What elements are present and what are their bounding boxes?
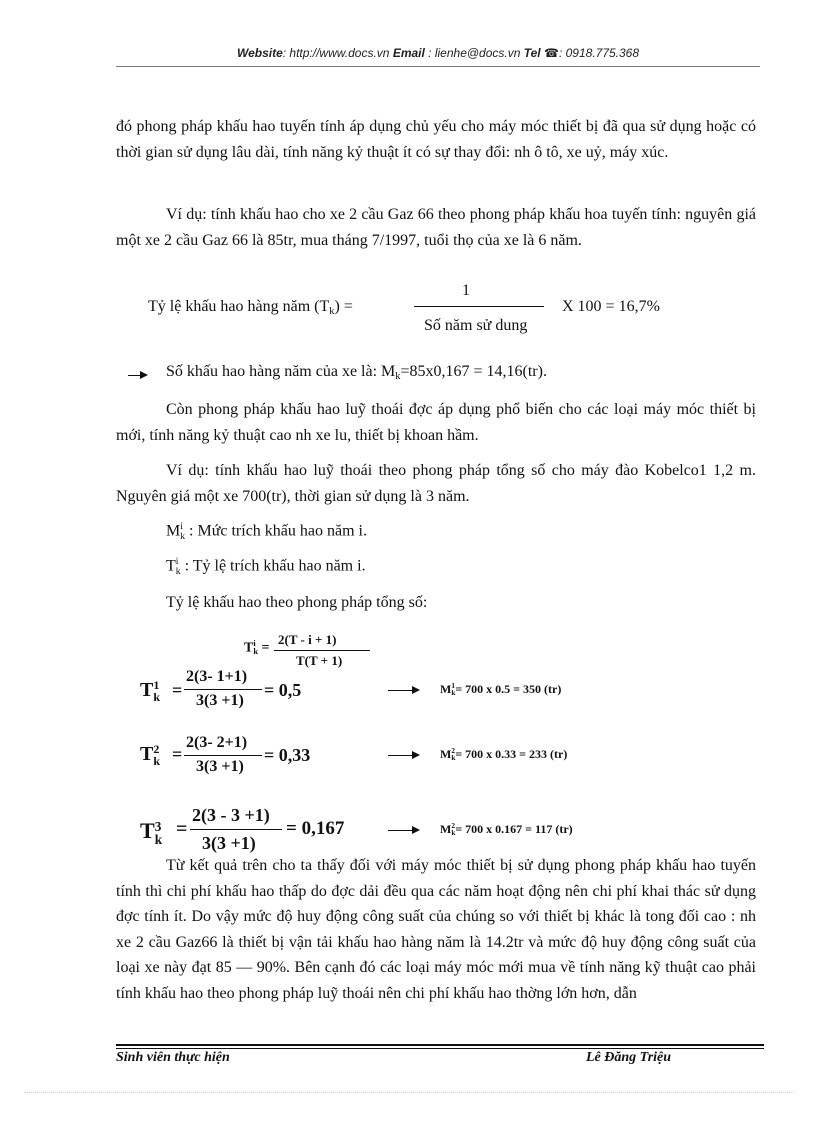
eq1-result: = 0,5 xyxy=(264,680,302,700)
general-formula-symbol: T i k = xyxy=(244,639,270,657)
paragraph-1: đó phong pháp khấu hao tuyến tính áp dụng chủ yếu cho máy móc thiết bị đã qua sử dụng hoặc có thời gian sử dụng lâu dài, tính năng kỷ thuật ít có sự thay đổi: nh ô tô, xe uỷ, máy xúc. xyxy=(116,118,756,161)
eq3-symbol: T 3 k xyxy=(140,818,163,847)
tel-value: : 0918.775.368 xyxy=(558,46,640,60)
fraction-bar xyxy=(414,306,544,307)
eq1-equals: = xyxy=(172,680,183,700)
eq2-fraction-bar xyxy=(184,755,262,756)
arrow-icon xyxy=(388,690,418,691)
paragraph-7: Từ kết quả trên cho ta thấy đối với máy móc thiết bị sử dụng phong pháp khấu hao tuyến tính thì chi phí khấu hao thấp do đợc dải đều qua các năm hoạt động nên chi phí khai thác sử dụng đợc tính ít. Do vậy mức độ huy động công suất của chúng so với thiết bị khác là tong đối cao : nh xe 2 cầu Gaz66 là thiết bị vận tải khấu hao hàng năm là 14.2tr và mức độ huy động công suất của loại xe này đạt 85 — 90%. Bên cạnh đó các loại máy móc mới mua về tính năng kỹ thuật cao phải tính khấu hao theo phong pháp luỹ thoái nên chi phí khấu hao thờng lớn hơn, dẫn xyxy=(116,857,756,1002)
eq1-symbol: T 1 k xyxy=(140,678,161,705)
eq2-denominator: 3(3 +1) xyxy=(196,758,244,775)
general-fraction-bar xyxy=(274,650,370,651)
paragraph-3: Số khấu hao hàng năm của xe là: $M_k=85x0,167 = 14,16(tr)$. xyxy=(166,363,547,383)
eq1-numerator: 2(3- 1+1) xyxy=(186,668,248,685)
definition-m: M i k : Mức trích khấu hao năm i. xyxy=(166,521,367,542)
footer-divider-thin xyxy=(116,1048,764,1049)
page-bottom-border xyxy=(24,1092,794,1093)
paragraph-5: Ví dụ: tính khấu hao luỹ thoái theo phong pháp tổng số cho máy đào Kobelco1 1,2 m. Nguyên giá một xe 700(tr), thời gian sử dụng là 3 năm. xyxy=(116,462,756,505)
header-divider xyxy=(116,66,760,67)
website-label: Website xyxy=(236,46,283,60)
eq3-fraction-bar xyxy=(190,829,282,830)
eq1-m-value: M 1 k = 700 x 0.5 = 350 (tr) xyxy=(440,682,562,698)
formula-denominator: Số năm sử dung xyxy=(424,317,528,334)
eq2-m-value: M 2 k = 700 x 0.33 = 233 (tr) xyxy=(440,747,568,763)
email-value[interactable]: : lienhe@docs.vn xyxy=(428,46,521,60)
tel-label: Tel xyxy=(523,46,541,60)
eq3-denominator: 3(3 +1) xyxy=(202,833,256,853)
website-value[interactable]: : http://www.docs.vn xyxy=(282,46,390,60)
eq2-result: = 0,33 xyxy=(264,745,311,765)
eq3-result: = 0,167 xyxy=(286,818,345,839)
page-header xyxy=(116,46,760,60)
eq3-numerator: 2(3 - 3 +1) xyxy=(192,805,270,825)
formula-result: X 100 = 16,7% xyxy=(562,298,660,315)
footer-author-name: Lê Đăng Triệu xyxy=(586,1050,672,1065)
footer-student-label: Sinh viên thực hiện xyxy=(116,1050,230,1065)
eq2-equals: = xyxy=(172,744,183,764)
arrow-icon xyxy=(388,830,418,831)
paragraph-6: Tỷ lệ khấu hao theo phong pháp tổng số: xyxy=(166,594,428,611)
formula-annual-rate-label: Tỷ lệ khấu hao hàng năm $(T_k)$ = xyxy=(148,298,353,318)
general-formula-numerator: 2(T - i + 1) xyxy=(278,632,337,647)
paragraph-4: Còn phong pháp khấu hao luỹ thoái đợc áp dụng phổ biến cho các loại máy móc thiết bị mới, tính năng kỷ thuật cao nh xe lu, thiết bị khoan hầm. xyxy=(116,401,756,444)
eq1-denominator: 3(3 +1) xyxy=(196,692,244,709)
formula-numerator: 1 xyxy=(462,282,470,299)
paragraph-2: Ví dụ: tính khấu hao cho xe 2 cầu Gaz 66 theo phong pháp khấu hoa tuyến tính: nguyên giá một xe 2 cầu Gaz 66 là 85tr, mua tháng 7/1997, tuổi thọ của xe là 6 năm. xyxy=(116,206,756,249)
eq3-equals: = xyxy=(176,818,188,840)
eq2-numerator: 2(3- 2+1) xyxy=(186,734,248,751)
eq2-symbol: T 2 k xyxy=(140,742,161,769)
general-formula-denominator: T(T + 1) xyxy=(296,653,343,668)
email-label: Email xyxy=(392,46,425,60)
phone-icon: ☎ xyxy=(544,46,559,60)
arrow-icon xyxy=(128,375,146,376)
arrow-icon xyxy=(388,755,418,756)
footer-divider xyxy=(116,1044,764,1046)
definition-t: T i k : Tỷ lệ trích khấu hao năm i. xyxy=(166,556,366,577)
eq1-fraction-bar xyxy=(184,689,262,690)
eq3-m-value: M 2 k = 700 x 0.167 = 117 (tr) xyxy=(440,822,573,838)
